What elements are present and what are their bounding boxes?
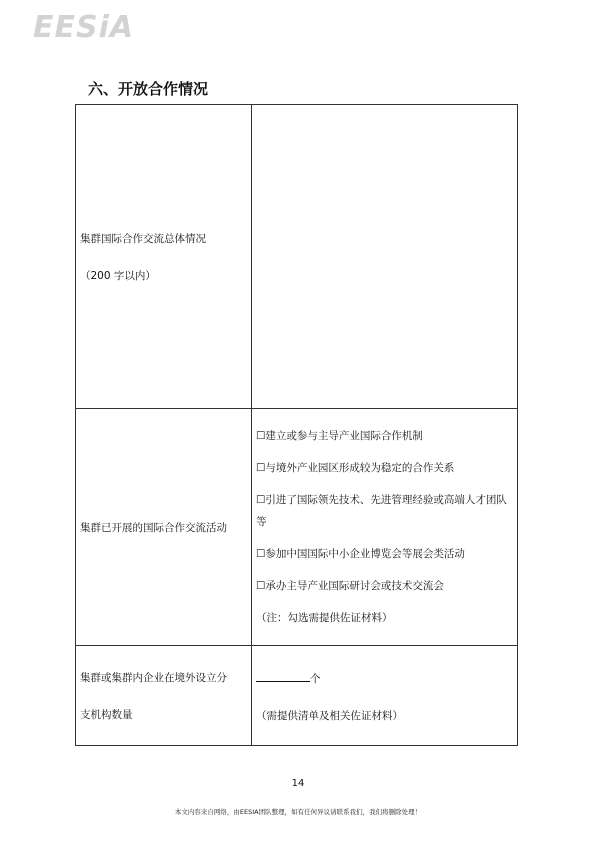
activity-option-park-relations[interactable]: ☐与境外产业园区形成较为稳定的合作关系 — [256, 462, 455, 474]
activity-option-mechanism[interactable]: ☐建立或参与主导产业国际合作机制 — [256, 430, 423, 442]
table-row-overseas-branches — [76, 646, 518, 746]
activity-option-talent[interactable]: ☐引进了国际领先技术、先进管理经验或高端人才团队等 — [256, 494, 507, 528]
branch-count-unit: 个 — [310, 672, 321, 685]
table-row-activities — [76, 409, 518, 646]
overseas-branches-note: （需提供清单及相关佐证材料） — [256, 709, 403, 722]
activities-label: 集群已开展的国际合作交流活动 — [76, 409, 252, 646]
overseas-branches-label — [76, 646, 252, 746]
overseas-branches-label-line2: 支机构数量 — [80, 708, 133, 721]
overall-cooperation-label — [76, 105, 252, 409]
overseas-branches-label-line1: 集群或集群内企业在境外设立分 — [80, 671, 227, 684]
cooperation-form-table — [75, 104, 518, 746]
section-title: 六、开放合作情况 — [88, 80, 209, 98]
overall-cooperation-label-text: 集群国际合作交流总体情况 — [80, 232, 206, 245]
overall-cooperation-input-cell[interactable] — [252, 105, 518, 409]
footer-disclaimer: 本文内容来自网络，由EESIA团队整理，如有任何异议请联系我们，我们将删除处理！ — [174, 808, 422, 816]
activity-option-seminar[interactable]: ☐承办主导产业国际研讨会或技术交流会 — [256, 580, 444, 592]
overall-cooperation-word-limit: （200 字以内） — [80, 269, 156, 282]
branch-count-blank[interactable] — [256, 669, 310, 682]
activities-options-cell — [252, 409, 518, 646]
overseas-branches-cell — [252, 646, 518, 746]
eesia-logo: EESiA — [33, 10, 135, 45]
table-row-overall-cooperation — [76, 105, 518, 409]
page-number: 14 — [291, 778, 305, 789]
activities-note: （注：勾选需提供佐证材料） — [256, 612, 393, 624]
activity-option-expo[interactable]: ☐参加中国国际中小企业博览会等展会类活动 — [256, 548, 465, 560]
